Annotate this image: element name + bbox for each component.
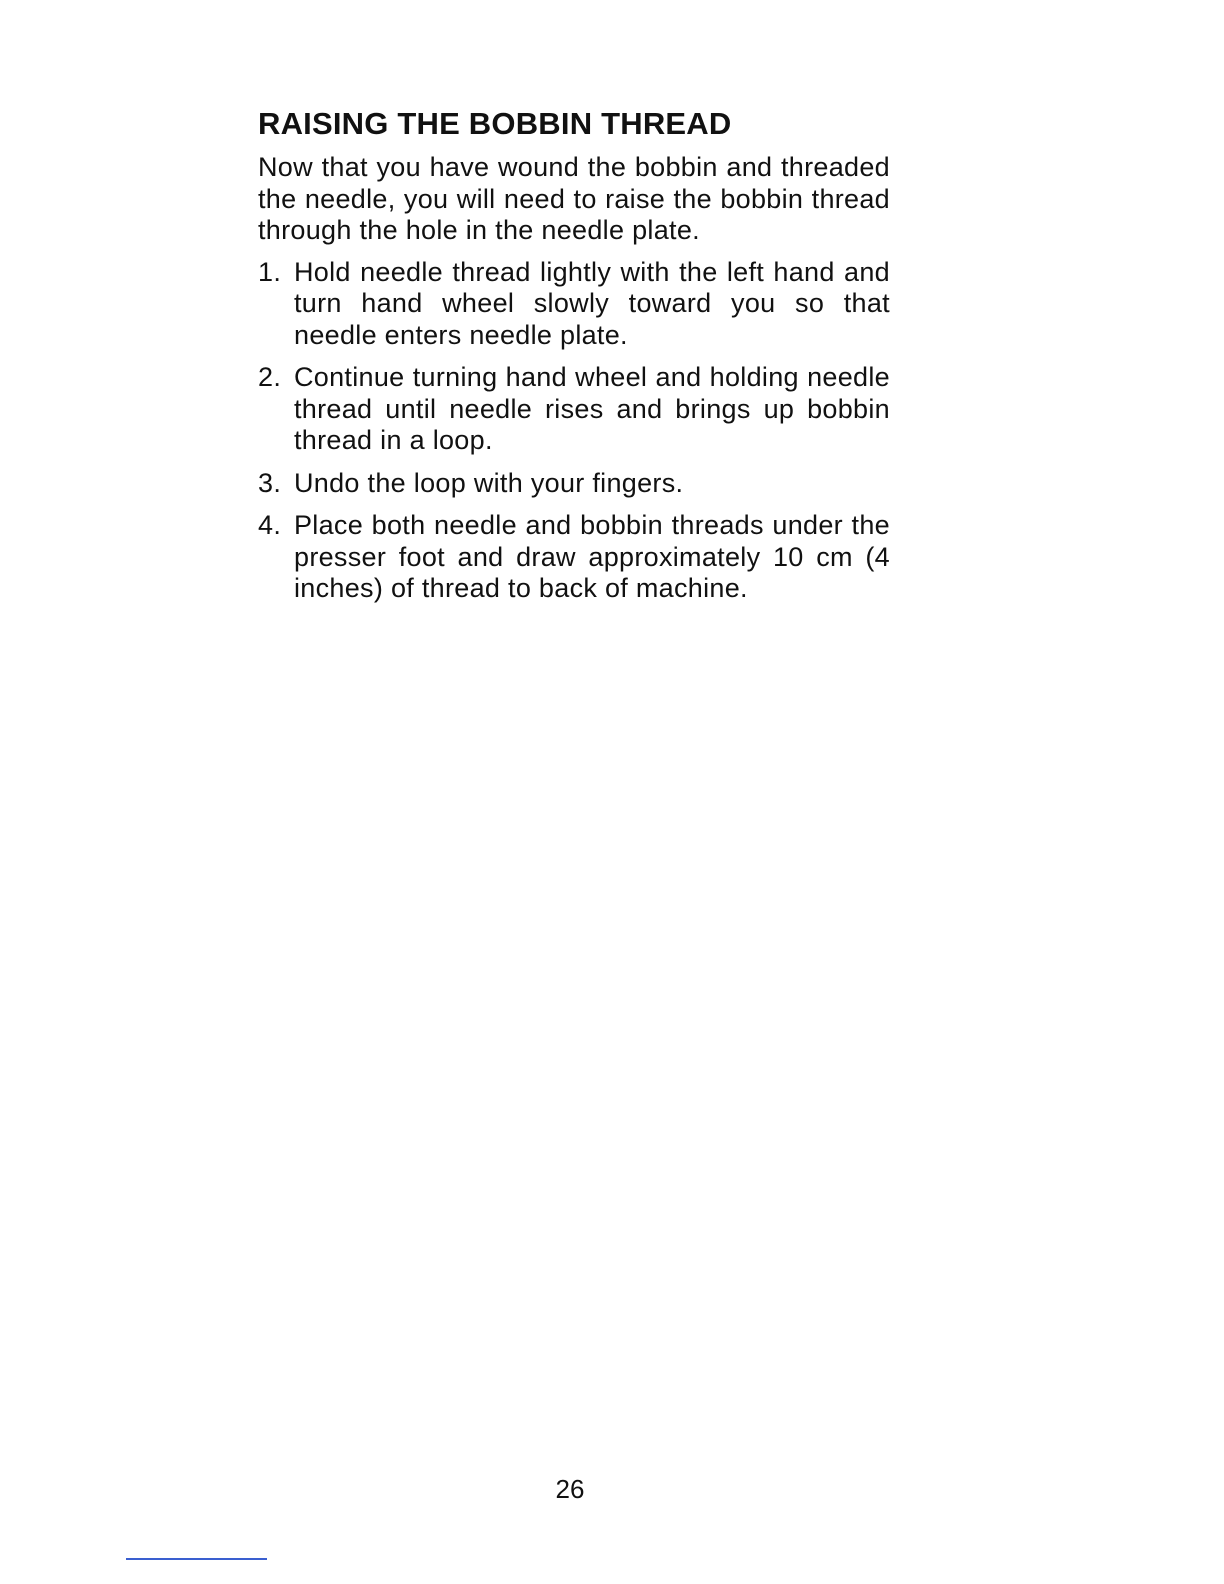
step-text: Continue turning hand wheel and holding needle thread until needle rises and brings up bobbin thread in a loop. <box>294 362 890 455</box>
step-text: Undo the loop with your fingers. <box>294 467 684 498</box>
step-number: 2. <box>258 362 282 392</box>
step-number: 1. <box>258 256 282 287</box>
section-heading: RAISING THE BOBBIN THREAD <box>258 106 732 141</box>
corner-rule <box>126 1558 267 1560</box>
list-item <box>258 468 890 500</box>
page-number: 26 <box>555 1474 585 1504</box>
intro-paragraph: Now that you have wound the bobbin and threaded the needle, you will need to raise the bobbin thread through the hole in the needle plate. <box>258 152 890 245</box>
steps-list <box>258 257 890 605</box>
list-item <box>258 257 890 352</box>
list-item <box>258 510 890 605</box>
step-number: 3. <box>258 467 282 498</box>
step-number: 4. <box>258 510 282 540</box>
step-text: Place both needle and bobbin threads under the presser foot and draw approximately 10 cm (4 inches) of thread to back of machine. <box>294 510 890 603</box>
step-text: Hold needle thread lightly with the left hand and turn hand wheel slowly toward you so that needle enters needle plate. <box>294 256 890 350</box>
list-item <box>258 362 890 457</box>
document-body <box>258 106 890 616</box>
